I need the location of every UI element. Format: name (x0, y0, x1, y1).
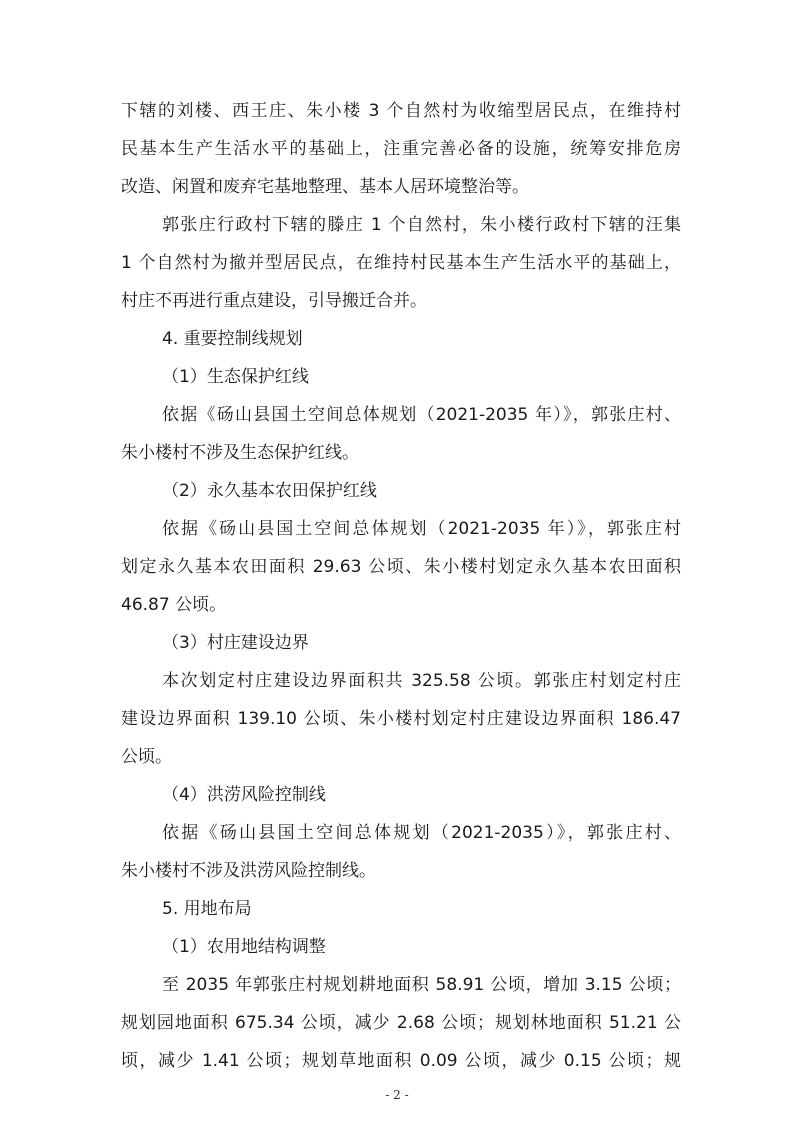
paragraph-line: 依据《砀山县国土空间总体规划（2021-2035）》，郭张庄村、 (162, 823, 681, 843)
paragraph-line: 划定永久基本农田面积 29.63 公顷、朱小楼村划定永久基本农田面积 (121, 557, 681, 577)
paragraph-line: 规划园地面积 675.34 公顷，减少 2.68 公顷；规划林地面积 51.21 公 (121, 1013, 681, 1033)
paragraph-line: 改造、闲置和废弃宅基地整理、基本人居环境整治等。 (121, 177, 529, 197)
paragraph-line: 建设边界面积 139.10 公顷、朱小楼村划定村庄建设边界面积 186.47 (121, 709, 681, 729)
subsection-heading: （2）永久基本农田保护红线 (162, 481, 377, 501)
section-heading: 4. 重要控制线规划 (162, 329, 303, 349)
paragraph-line: 村庄不再进行重点建设，引导搬迁合并。 (121, 291, 427, 311)
paragraph-line: 依据《砀山县国土空间总体规划（2021-2035 年）》，郭张庄村 (162, 519, 681, 539)
subsection-heading: （4）洪涝风险控制线 (162, 785, 326, 805)
paragraph-line: 至 2035 年郭张庄村规划耕地面积 58.91 公顷，增加 3.15 公顷； (162, 975, 681, 995)
paragraph-line: 下辖的刘楼、西王庄、朱小楼 3 个自然村为收缩型居民点，在维持村 (121, 101, 681, 121)
paragraph-line: 公顷。 (121, 747, 172, 767)
paragraph-line: 顷，减少 1.41 公顷；规划草地面积 0.09 公顷，减少 0.15 公顷；规 (121, 1051, 681, 1071)
paragraph-line: 朱小楼村不涉及洪涝风险控制线。 (121, 861, 376, 881)
section-heading: 5. 用地布局 (162, 899, 252, 919)
paragraph-line: 本次划定村庄建设边界面积共 325.58 公顷。郭张庄村划定村庄 (162, 671, 681, 691)
subsection-heading: （1）农用地结构调整 (162, 937, 326, 957)
paragraph-line: 郭张庄行政村下辖的滕庄 1 个自然村，朱小楼行政村下辖的汪集 (162, 215, 681, 235)
page-number: - 2 - (385, 1088, 409, 1102)
paragraph-line: 1 个自然村为撤并型居民点，在维持村民基本生产生活水平的基础上， (121, 253, 681, 273)
subsection-heading: （3）村庄建设边界 (162, 633, 309, 653)
paragraph-line: 46.87 公顷。 (121, 595, 227, 615)
paragraph-line: 依据《砀山县国土空间总体规划（2021-2035 年）》，郭张庄村、 (162, 405, 681, 425)
paragraph-line: 民基本生产生活水平的基础上，注重完善必备的设施，统筹安排危房 (121, 139, 681, 159)
paragraph-line: 朱小楼村不涉及生态保护红线。 (121, 443, 359, 463)
subsection-heading: （1）生态保护红线 (162, 367, 309, 387)
